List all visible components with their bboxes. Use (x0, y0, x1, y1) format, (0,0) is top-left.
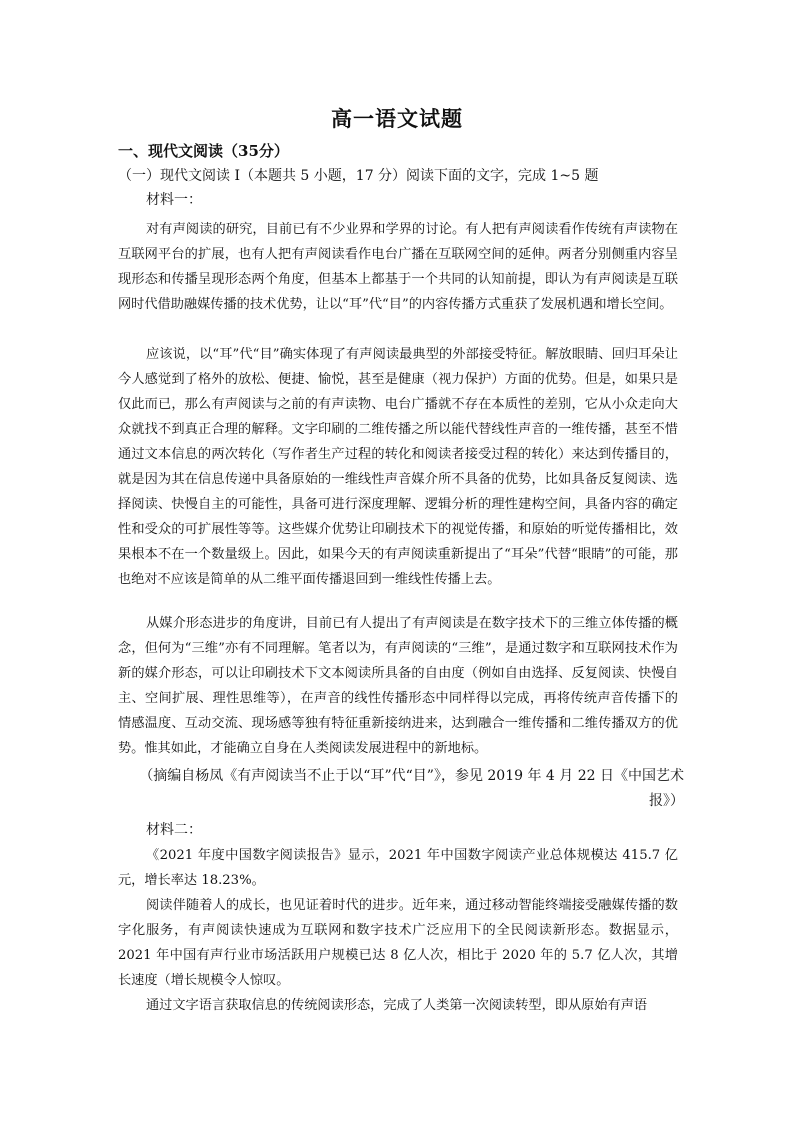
material-two-label: 材料二： (146, 822, 202, 838)
paragraph: 对有声阅读的研究，目前已有不少业界和学界的讨论。有人把有声阅读看作传统有声读物在互联网平台的扩展，也有人把有声阅读看作电台广播在互联网空间的延伸。两者分别侧重内容呈现形态和传播呈现形态两个角度，但基本上都基于一个共同的认知前提，即认为有声阅读是互联网时代借助融媒传播的技术优势，让以“耳”代“目”的内容传播方式重获了发展机遇和增长空间。 (118, 222, 678, 312)
paragraph: 应该说，以“耳”代“目”确实体现了有声阅读最典型的外部接受特征。解放眼睛、回归耳朵让今人感觉到了格外的放松、便捷、愉悦，甚至是健康（视力保护）方面的优势。但是，如果只是仅此而已，那么有声阅读与之前的有声读物、电台广播就不存在本质性的差别，它从小众走向大众就找不到真正合理的解释。文字印刷的二维传播之所以能代替线性声音的一维传播，甚至不惜通过文本信息的两次转化（写作者生产过程的转化和阅读者接受过程的转化）来达到传播目的，就是因为其在信息传递中具备原始的一维线性声音媒介所不具备的优势，比如具备反复阅读、选择阅读、快慢自主的可能性，具备可进行深度理解、逻辑分析的理性建构空间，具备内容的确定性和受众的可扩展性等等。这些媒介优势让印刷技术下的视觉传播，和原始的听觉传播相比，效果根本不在一个数量级上。因此，如果今天的有声阅读重新提出了“耳朵”代替“眼睛”的可能，那也绝对不应该是简单的从二维平面传播退回到一维线性传播上去。 (118, 347, 678, 587)
paragraph: 从媒介形态进步的角度讲，目前已有人提出了有声阅读是在数字技术下的三维立体传播的概念，但何为“三维”亦有不同理解。笔者以为，有声阅读的“三维”，是通过数字和互联网技术作为新的媒介形态，可以让印刷技术下文本阅读所具备的自由度（例如自由选择、反复阅读、快慢自主、空间扩展、理性思维等），在声音的线性传播形态中同样得以完成，再将传统声音传播下的情感温度、互动交流、现场感等独有特征重新接纳进来，达到融合一维传播和二维传播双方的优势。惟其如此，才能确立自身在人类阅读发展进程中的新地标。 (118, 616, 678, 756)
paragraph: 通过文字语言获取信息的传统阅读形态，完成了人类第一次阅读转型，即从原始有声语 (146, 998, 648, 1013)
page-title: 高一语文试题 (331, 106, 463, 131)
section-heading: 一、现代文阅读（35分） (118, 142, 289, 160)
source-citation: （摘编自杨凤《有声阅读当不止于以“耳”代“目”》，参见 2019 年 4 月 22 日《中国艺术报》） (139, 768, 684, 809)
material-one-label: 材料一： (146, 192, 202, 208)
subsection-heading: （一）现代文阅读 I（本题共 5 小题，17 分）阅读下面的文字，完成 1~5 题 (118, 168, 599, 184)
paragraph: 阅读伴随着人的成长，也见证着时代的进步。近年来，通过移动智能终端接受融媒传播的数字化服务，有声阅读快速成为互联网和数字技术广泛应用下的全民阅读新形态。数据显示，2021 年中国有声行业市场活跃用户规模已达 8 亿人次，相比于 2020 年的 5.7 亿人次，其增长速度（增长规模令人惊叹。 (118, 898, 678, 988)
paragraph: 《2021 年度中国数字阅读报告》显示，2021 年中国数字阅读产业总体规模达 415.7 亿元，增长率达 18.23%。 (118, 848, 678, 888)
